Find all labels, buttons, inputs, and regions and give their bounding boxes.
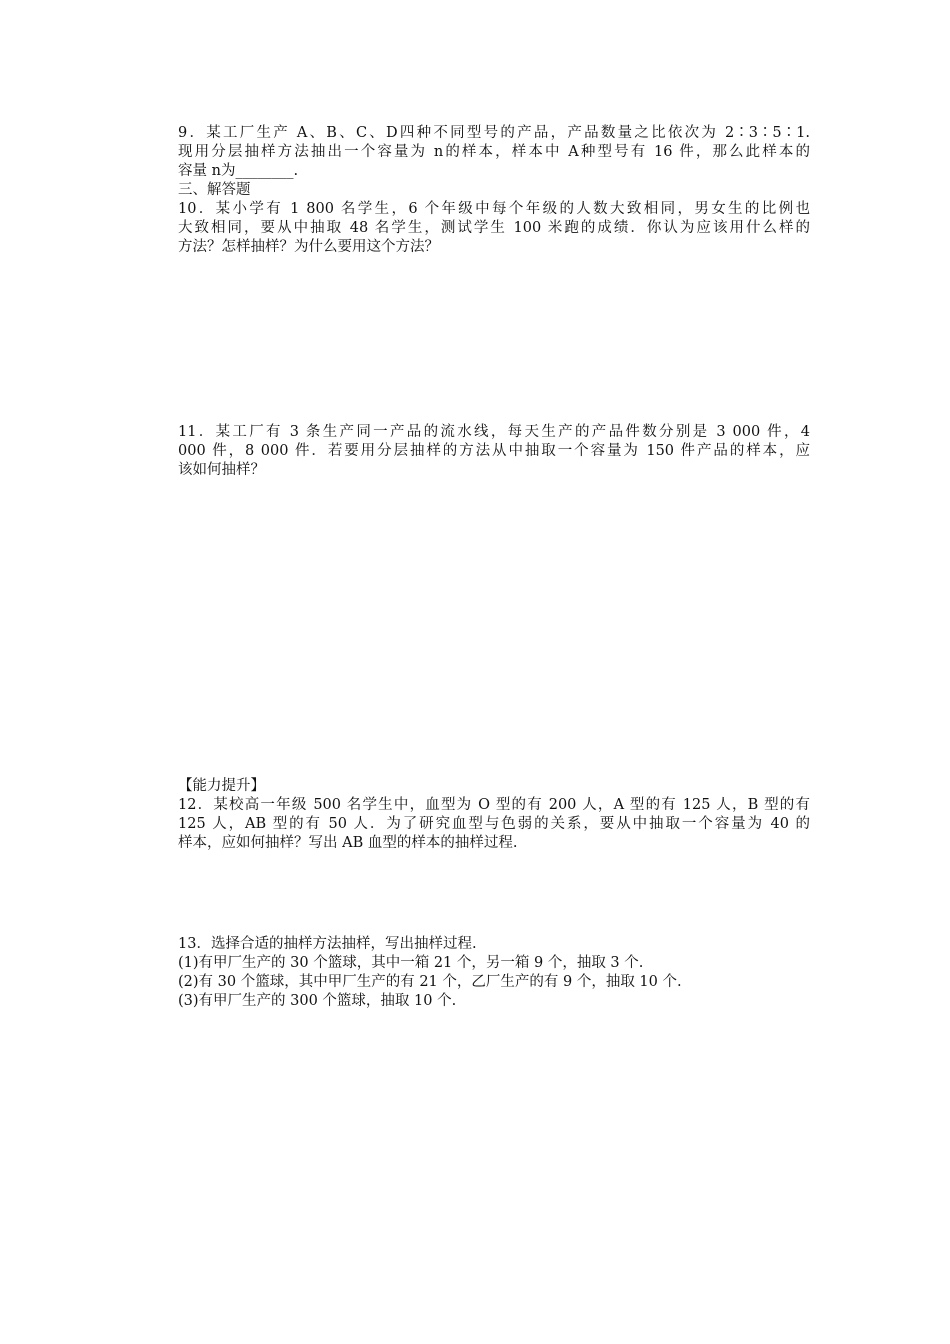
question-11-line-1: 11．某工厂有 3 条生产同一产品的流水线，每天生产的产品件数分别是 3 000 件，4 — [178, 424, 810, 440]
ability-heading — [178, 777, 810, 796]
question-10-line-3: 方法？怎样抽样？为什么要用这个方法？ — [178, 239, 439, 255]
question-9-line-1: 9．某工厂生产 A、B、C、D四种不同型号的产品，产品数量之比依次为 2∶3∶5∶1. — [178, 125, 810, 141]
question-12-line-2: 125 人，AB 型的有 50 人．为了研究血型与色弱的关系，要从中抽取一个容量为 40 的 — [178, 816, 810, 832]
section-3-heading — [178, 181, 810, 200]
question-10-line-1: 10．某小学有 1 800 名学生，6 个年级中每个年级的人数大致相同，男女生的比例也 — [178, 201, 810, 217]
question-12-line-1: 12．某校高一年级 500 名学生中，血型为 O 型的有 200 人，A 型的有 125 人，B 型的有 — [178, 797, 810, 813]
question-13-line-1: 13．选择合适的抽样方法抽样，写出抽样过程. — [178, 936, 477, 952]
question-10 — [178, 200, 810, 257]
question-13 — [178, 935, 810, 1011]
question-9 — [178, 124, 810, 181]
question-13-item-2: (2)有 30 个篮球，其中甲厂生产的有 21 个，乙厂生产的有 9 个，抽取 10 个. — [178, 974, 682, 990]
question-9-line-3: 容量 n为________. — [178, 163, 299, 179]
question-11-line-2: 000 件，8 000 件．若要用分层抽样的方法从中抽取一个容量为 150 件产品的样本，应 — [178, 443, 810, 459]
question-11 — [178, 423, 810, 480]
question-10-line-2: 大致相同，要从中抽取 48 名学生，测试学生 100 米跑的成绩．你认为应该用什么样的 — [178, 220, 810, 236]
question-11-line-3: 该如何抽样？ — [178, 462, 265, 478]
question-13-item-1: (1)有甲厂生产的 30 个篮球，其中一箱 21 个，另一箱 9 个，抽取 3 个. — [178, 955, 644, 971]
question-12 — [178, 796, 810, 853]
section-3-title: 三、解答题 — [178, 182, 251, 198]
question-12-line-3: 样本，应如何抽样？写出 AB 血型的样本的抽样过程. — [178, 835, 518, 851]
question-13-item-3: (3)有甲厂生产的 300 个篮球，抽取 10 个. — [178, 993, 457, 1009]
question-9-line-2: 现用分层抽样方法抽出一个容量为 n的样本，样本中 A种型号有 16 件，那么此样本的 — [178, 144, 810, 160]
ability-title: 【能力提升】 — [178, 778, 265, 794]
